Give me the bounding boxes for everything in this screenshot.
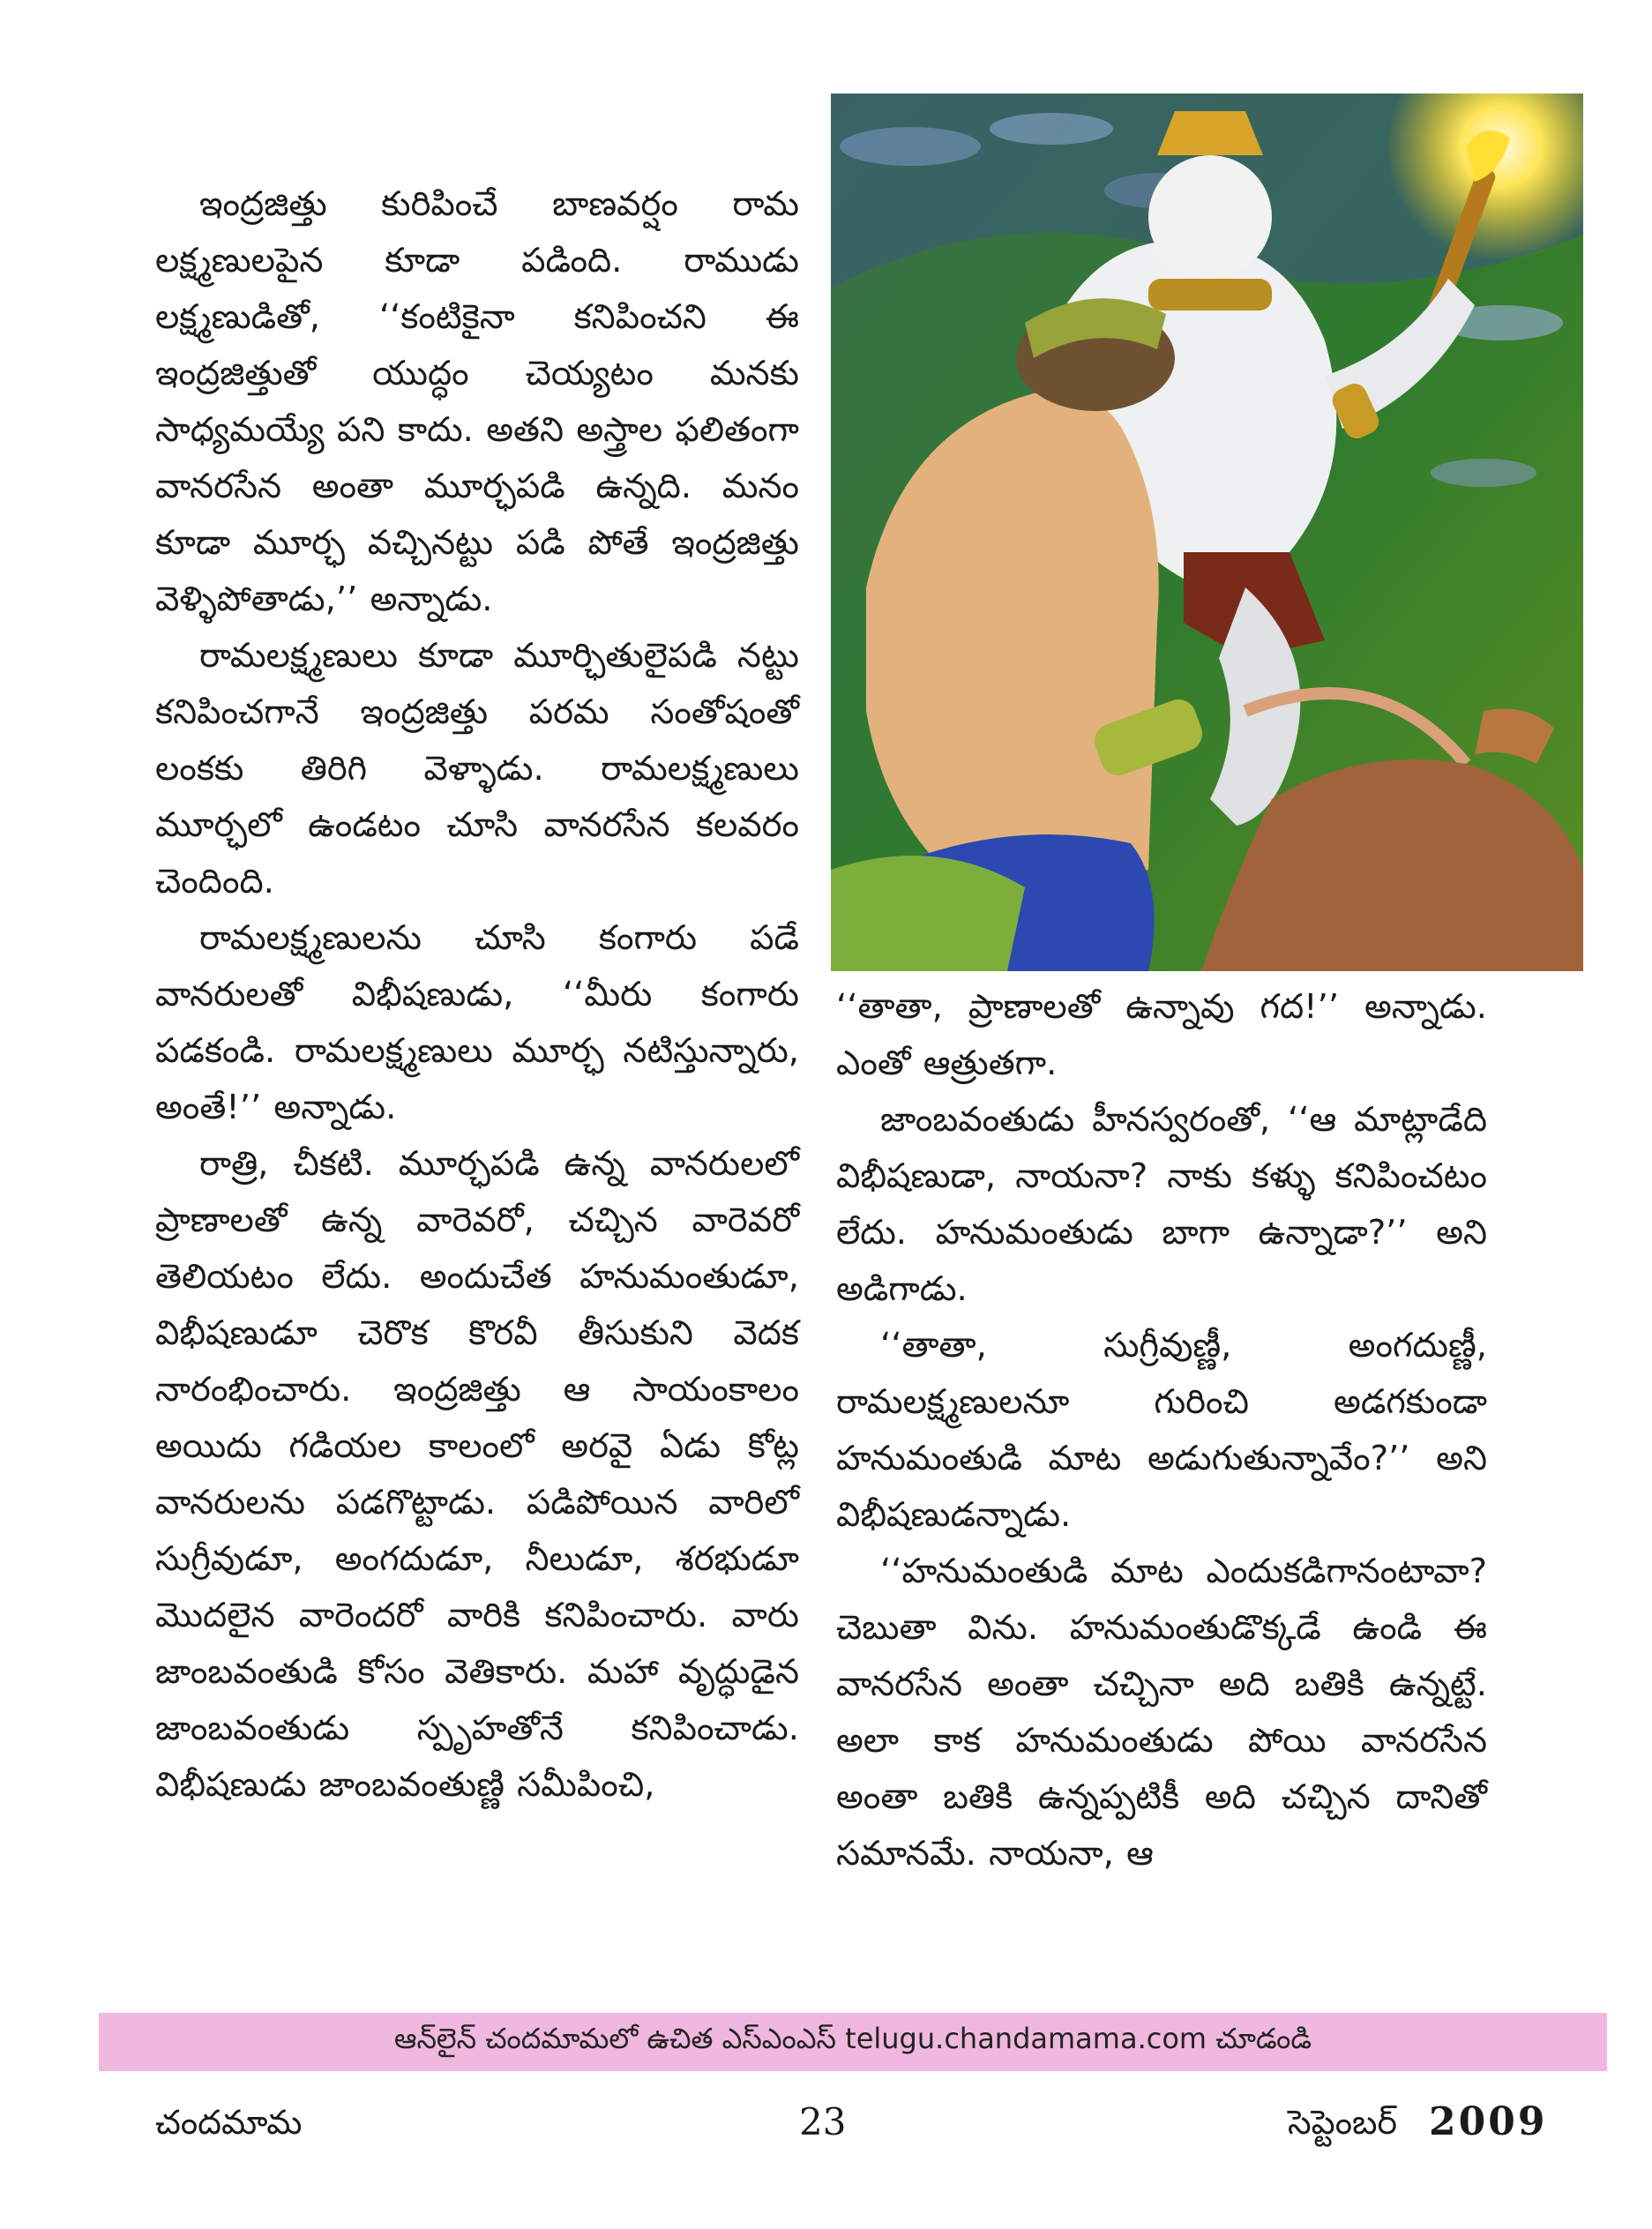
footer-magazine-name: చందమామ	[155, 2103, 303, 2142]
paragraph: రామలక్ష్మణులను చూసి కంగారు పడే వానరులతో విభీషణుడు, ‘‘మీరు కంగారు పడకండి. రామలక్ష్మణులు మూర్ఛ నటిస్తున్నారు, అంతే!’’ అన్నాడు.	[155, 918, 799, 1127]
paragraph: ఇంద్రజిత్తు కురిపించే బాణవర్షం రామ లక్ష్మణులపైన కూడా పడింది. రాముడు లక్ష్మణుడితో, ‘‘కంటికైనా కనిపించని ఈ ఇంద్రజిత్తుతో యుద్ధం చెయ్యటం మనకు సాధ్యమయ్యే పని కాదు. అతని అస్త్రాల ఫలితంగా వానరసేన అంతా మూర్ఛపడి ఉన్నది. మనం కూడా మూర్ఛ వచ్చినట్టు పడి పోతే ఇంద్రజిత్తు వెళ్ళిపోతాడు,’’ అన్నాడు.	[155, 184, 799, 619]
paragraph: ‘‘తాతా, ప్రాణాలతో ఉన్నావు గద!’’ అన్నాడు. ఎంతో ఆత్రుతగా.	[836, 987, 1487, 1083]
paragraph: ‘‘తాతా, సుగ్రీవుణ్ణీ, అంగదుణ్ణీ, రామలక్ష్మణులనూ గురించి అడగకుండా హనుమంతుడి మాట అడుగుతున్నావేం?’’ అని విభీషణుడన్నాడు.	[836, 1326, 1487, 1535]
footer-page-number: 23	[799, 2100, 847, 2143]
story-illustration	[831, 93, 1583, 971]
promo-banner	[99, 2013, 1607, 2071]
paragraph: ‘‘హనుమంతుడి మాట ఎందుకడిగానంటావా? చెబుతా విను. హనుమంతుడొక్కడే ఉండి ఈ వానరసేన అంతా చచ్చినా అది బతికి ఉన్నట్టే. అలా కాక హనుమంతుడు పోయి వానరసేన అంతా బతికి ఉన్నప్పటికీ అది చచ్చిన దానితో సమానమే. నాయనా, ఆ	[836, 1552, 1487, 1874]
left-text-column	[155, 176, 799, 1814]
promo-banner-text: ఆన్‌లైన్ చందమామలో ఉచిత ఎస్ఎంఎస్ telugu.chandamama.com చూడండి	[393, 2022, 1312, 2055]
paragraph: రామలక్ష్మణులు కూడా మూర్ఛితులైపడి నట్టు కనిపించగానే ఇంద్రజిత్తు పరమ సంతోషంతో లంకకు తిరిగి వెళ్ళాడు. రామలక్ష్మణులు మూర్ఛలో ఉండటం చూసి వానరసేన కలవరం చెందింది.	[155, 636, 799, 901]
paragraph: రాత్రి, చీకటి. మూర్ఛపడి ఉన్న వానరులలో ప్రాణాలతో ఉన్న వారెవరో, చచ్చిన వారెవరో తెలియటం లేదు. అందుచేత హనుమంతుడూ, విభీషణుడూ చెరొక కొరవీ తీసుకుని వెదక నారంభించారు. ఇంద్రజిత్తు ఆ సాయంకాలం అయిదు గడియల కాలంలో అరవై ఏడు కోట్ల వానరులను పడగొట్టాడు. పడిపోయిన వారిలో సుగ్రీవుడూ, అంగదుడూ, నీలుడూ, శరభుడూ మొదలైన వారెందరో వారికి కనిపించారు. వారు జాంబవంతుడి కోసం వెతికారు. మహా వృద్ధుడైన జాంబవంతుడు స్పృహతోనే కనిపించాడు. విభీషణుడు జాంబవంతుణ్ణి సమీపించి,	[155, 1144, 799, 1805]
paragraph: జాంబవంతుడు హీనస్వరంతో, ‘‘ఆ మాట్లాడేది విభీషణుడా, నాయనా? నాకు కళ్ళు కనిపించటం లేదు. హనుమంతుడు బాగా ఉన్నాడా?’’ అని అడిగాడు.	[836, 1100, 1487, 1309]
footer-year: 2009	[1429, 2099, 1548, 2144]
right-text-column	[836, 979, 1487, 1882]
footer-month: సెప్టెంబర్	[1288, 2103, 1397, 2142]
